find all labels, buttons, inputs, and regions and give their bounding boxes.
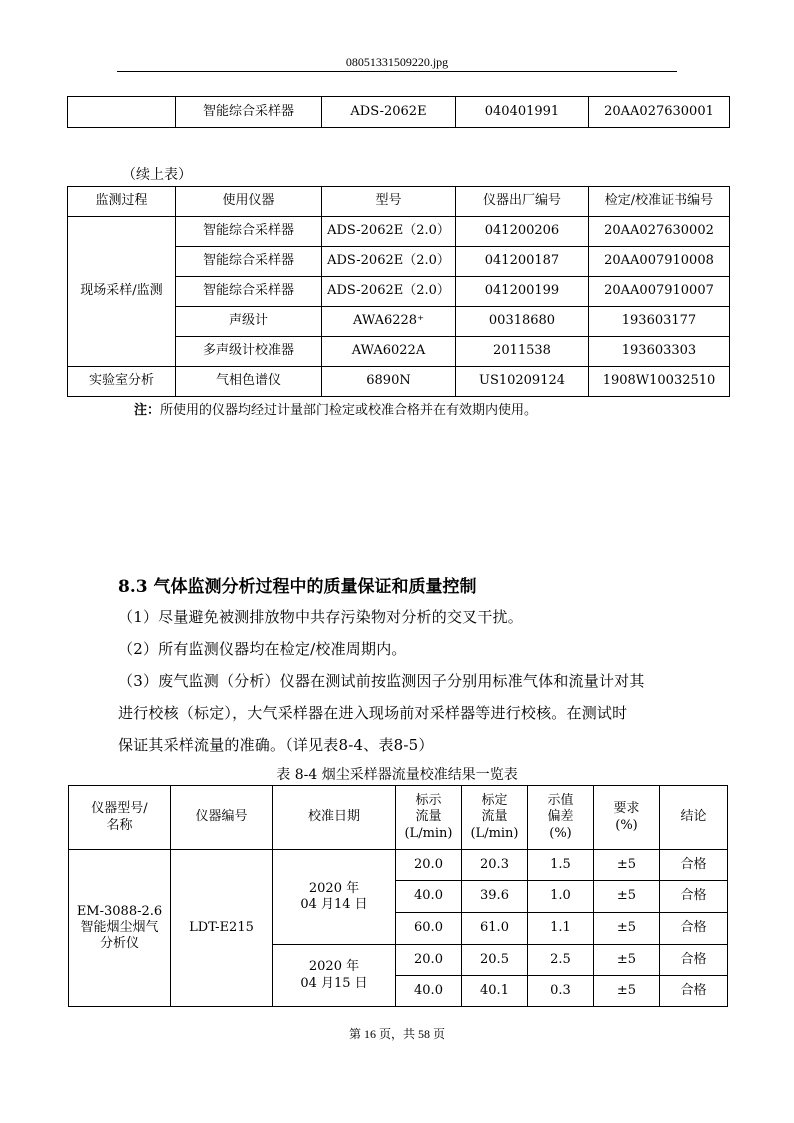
table-cell: 2011538	[456, 337, 589, 367]
column-header: 仪器型号/ 名称	[69, 786, 171, 850]
paragraph-3-line-2: 进行校核（标定），大气采样器在进入现场前对采样器等进行校核。在测试时	[118, 704, 628, 722]
table-note	[134, 399, 537, 418]
table-cell: 合格	[660, 945, 728, 976]
process-cell: 现场采样/监测	[68, 217, 176, 367]
column-header: 监测过程	[68, 187, 176, 217]
table-row	[69, 850, 728, 881]
paragraph-1: （1）尽量避免被测排放物中共存污染物对分析的交叉干扰。	[118, 608, 523, 626]
table-cell: 39.6	[462, 881, 528, 913]
table-cell: 0.3	[528, 976, 594, 1007]
instrument-table-top	[67, 96, 730, 128]
table-cell: 智能综合采样器	[176, 217, 322, 247]
page-header-title: 08051331509220.jpg	[345, 55, 449, 69]
table-cell: 合格	[660, 881, 728, 913]
column-header: 要求 (%)	[594, 786, 660, 850]
table-cell: 智能综合采样器	[176, 277, 322, 307]
instrument-table	[67, 186, 730, 397]
table-cell: ±5	[594, 913, 660, 945]
table-cell: ADS-2062E	[322, 97, 456, 128]
column-header: 仪器出厂编号	[456, 187, 589, 217]
table-cell: 20.3	[462, 850, 528, 881]
note-label: 注：	[134, 403, 161, 418]
table-cell: 6890N	[322, 367, 456, 397]
column-header: 校准日期	[273, 786, 396, 850]
table-cell: 1.0	[528, 881, 594, 913]
column-header: 型号	[322, 187, 456, 217]
model-cell: EM-3088-2.6 智能烟尘烟气 分析仪	[69, 850, 171, 1007]
date-cell: 2020 年 04 月15 日	[273, 945, 396, 1007]
table-header-row	[69, 786, 728, 850]
column-header: 标示 流量 (L/min)	[396, 786, 462, 850]
table-cell: 智能综合采样器	[176, 247, 322, 277]
table-cell: 合格	[660, 976, 728, 1007]
header-divider	[117, 71, 677, 72]
table-cell: 声级计	[176, 307, 322, 337]
table-cell: ±5	[594, 976, 660, 1007]
table-cell: ADS-2062E（2.0）	[322, 217, 456, 247]
column-header: 示值 偏差 (%)	[528, 786, 594, 850]
section-title: 8.3 气体监测分析过程中的质量保证和质量控制	[118, 577, 477, 597]
paragraph-3-line-1: （3）废气监测（分析）仪器在测试前按监测因子分别用标准气体和流量计对其	[118, 672, 645, 690]
table-cell: ±5	[594, 881, 660, 913]
table-cell: US10209124	[456, 367, 589, 397]
serial-cell: LDT-E215	[171, 850, 273, 1007]
table-cell: 合格	[660, 850, 728, 881]
column-header: 检定/校准证书编号	[589, 187, 730, 217]
table-cell: 合格	[660, 913, 728, 945]
table-cell	[68, 97, 176, 128]
table-row	[68, 217, 730, 247]
table-cell: 1.5	[528, 850, 594, 881]
table-cell: 20AA027630001	[589, 97, 730, 128]
table-cell: 20AA007910007	[589, 277, 730, 307]
table-cell: 1.1	[528, 913, 594, 945]
table-cell: 60.0	[396, 913, 462, 945]
table-cell: AWA6022A	[322, 337, 456, 367]
table-cell: 气相色谱仪	[176, 367, 322, 397]
process-cell: 实验室分析	[68, 367, 176, 397]
table-cell: 40.0	[396, 976, 462, 1007]
column-header: 标定 流量 (L/min)	[462, 786, 528, 850]
table-cell: 041200199	[456, 277, 589, 307]
paragraph-3-line-3: 保证其采样流量的准确。（详见表8-4、表8-5）	[118, 736, 434, 754]
table-cell: ADS-2062E（2.0）	[322, 277, 456, 307]
table-cell: 2.5	[528, 945, 594, 976]
table-cell: 00318680	[456, 307, 589, 337]
table-caption: 表 8-4 烟尘采样器流量校准结果一览表	[276, 767, 518, 783]
column-header: 结论	[660, 786, 728, 850]
table-cell: 20.0	[396, 945, 462, 976]
table-cell: ADS-2062E（2.0）	[322, 247, 456, 277]
table-cell: 40.0	[396, 881, 462, 913]
table-cell: 041200206	[456, 217, 589, 247]
table-cell: 多声级计校准器	[176, 337, 322, 367]
table-cell: AWA6228⁺	[322, 307, 456, 337]
continued-label: （续上表）	[122, 167, 192, 183]
table-cell: 20AA007910008	[589, 247, 730, 277]
date-cell: 2020 年 04 月14 日	[273, 850, 396, 945]
table-cell: 61.0	[462, 913, 528, 945]
table-cell: ±5	[594, 850, 660, 881]
table-row	[68, 367, 730, 397]
table-cell: 20AA027630002	[589, 217, 730, 247]
flow-calibration-table	[68, 785, 728, 1007]
note-text: 所使用的仪器均经过计量部门检定或校准合格并在有效期内使用。	[160, 403, 538, 418]
table-cell: 20.5	[462, 945, 528, 976]
table-cell: 040401991	[456, 97, 589, 128]
table-cell: ±5	[594, 945, 660, 976]
table-cell: 40.1	[462, 976, 528, 1007]
table-cell: 041200187	[456, 247, 589, 277]
table-cell: 20.0	[396, 850, 462, 881]
page-footer: 第 16 页，共 58 页	[348, 1027, 445, 1041]
table-cell: 193603303	[589, 337, 730, 367]
table-cell: 193603177	[589, 307, 730, 337]
column-header: 仪器编号	[171, 786, 273, 850]
column-header: 使用仪器	[176, 187, 322, 217]
table-row	[68, 97, 730, 128]
table-cell: 智能综合采样器	[176, 97, 322, 128]
table-header-row	[68, 187, 730, 217]
paragraph-2: （2）所有监测仪器均在检定/校准周期内。	[118, 640, 407, 658]
table-cell: 1908W10032510	[589, 367, 730, 397]
